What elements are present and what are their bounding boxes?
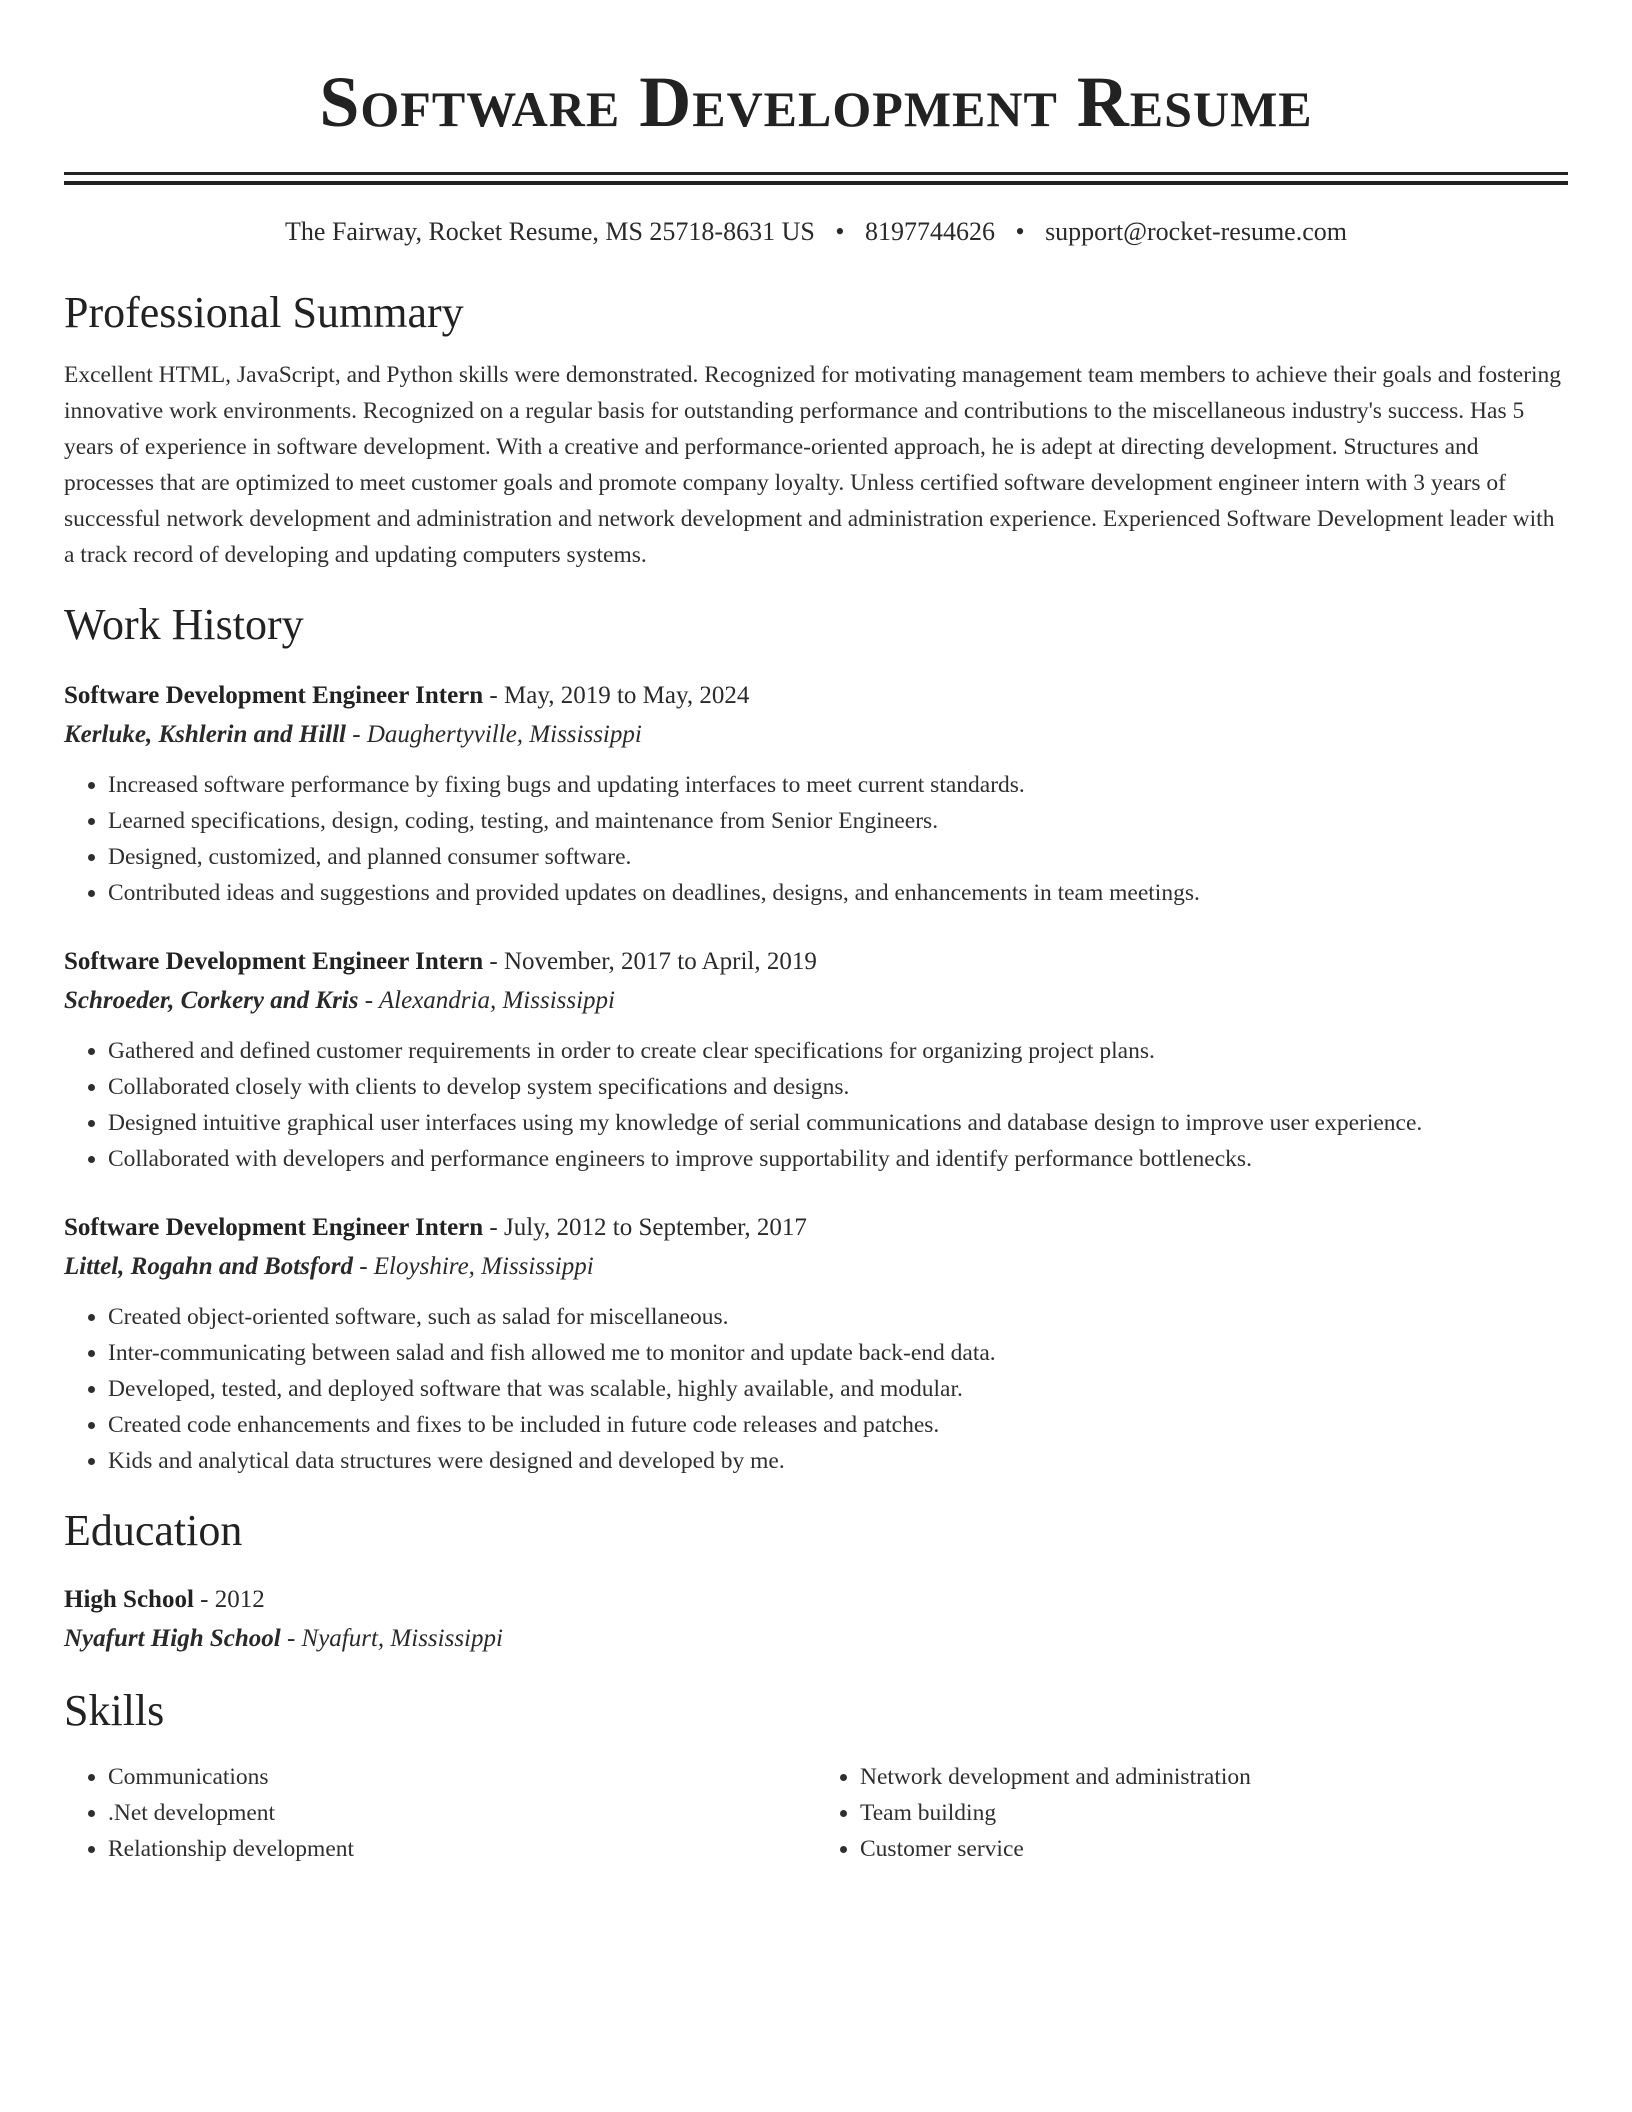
- education-year: 2012: [214, 1586, 265, 1613]
- list-item: • Collaborated with developers and performance engineers to improve supportability and identify performance bottlenecks.: [108, 1141, 1568, 1177]
- skill-item: • Communications: [108, 1759, 816, 1795]
- skill-item: • Customer service: [860, 1831, 1568, 1867]
- dash: -: [286, 1625, 296, 1652]
- dash: -: [489, 1214, 498, 1241]
- contact-separator: •: [1015, 217, 1025, 246]
- contact-separator: •: [835, 217, 845, 246]
- job-location: Eloyshire, Mississippi: [373, 1253, 594, 1280]
- list-item: • Contributed ideas and suggestions and provided updates on deadlines, designs, and enhancements in team meetings.: [108, 875, 1568, 911]
- job-company: Littel, Rogahn and Botsford: [64, 1253, 353, 1280]
- resume-title: Software Development Resume: [319, 62, 1313, 142]
- dash: -: [489, 682, 498, 709]
- job-dates: May, 2019 to May, 2024: [504, 682, 750, 709]
- job-bullets: [64, 1299, 1568, 1479]
- summary-heading: Professional Summary: [64, 288, 464, 337]
- contact-phone: 8197744626: [864, 217, 995, 246]
- job-location: Alexandria, Mississippi: [378, 987, 615, 1014]
- job-location: Daughertyville, Mississippi: [366, 721, 642, 748]
- contact-email: support@rocket-resume.com: [1045, 217, 1347, 246]
- list-item: • Developed, tested, and deployed software that was scalable, highly available, and modular.: [108, 1371, 1568, 1407]
- skill-item: • Team building: [860, 1795, 1568, 1831]
- job-title-line: [64, 943, 1568, 981]
- education-school-line: [64, 1619, 1568, 1659]
- job-company: Kerluke, Kshlerin and Hilll: [64, 721, 347, 748]
- job-dates: November, 2017 to April, 2019: [504, 948, 817, 975]
- dash: -: [352, 721, 361, 748]
- dash: -: [364, 987, 374, 1014]
- list-item: • Learned specifications, design, coding, testing, and maintenance from Senior Engineers.: [108, 803, 1568, 839]
- list-item: • Created code enhancements and fixes to be included in future code releases and patches.: [108, 1407, 1568, 1443]
- skills-columns: [64, 1759, 1568, 1867]
- skill-item: • .Net development: [108, 1795, 816, 1831]
- dash: -: [359, 1253, 368, 1280]
- list-item: • Inter-communicating between salad and fish allowed me to monitor and update back-end data.: [108, 1335, 1568, 1371]
- job-title: Software Development Engineer Intern: [64, 1214, 484, 1241]
- job-title: Software Development Engineer Intern: [64, 682, 484, 709]
- skill-item: • Relationship development: [108, 1831, 816, 1867]
- contact-line: [64, 215, 1568, 249]
- list-item: • Designed, customized, and planned consumer software.: [108, 839, 1568, 875]
- job-entry: [64, 1209, 1568, 1479]
- work-history-heading: Work History: [64, 600, 304, 649]
- job-title-line: [64, 677, 1568, 715]
- education-location: Nyafurt, Mississippi: [301, 1625, 503, 1652]
- job-title: Software Development Engineer Intern: [64, 948, 484, 975]
- education-degree: High School: [64, 1586, 194, 1613]
- job-entry: [64, 677, 1568, 911]
- list-item: • Kids and analytical data structures were designed and developed by me.: [108, 1443, 1568, 1479]
- skills-heading: Skills: [64, 1686, 165, 1735]
- list-item: • Collaborated closely with clients to develop system specifications and designs.: [108, 1069, 1568, 1105]
- job-company-line: [64, 715, 1568, 755]
- education-entry: [64, 1581, 1568, 1659]
- job-bullets: [64, 767, 1568, 911]
- job-bullets: [64, 1033, 1568, 1177]
- job-dates: July, 2012 to September, 2017: [504, 1214, 807, 1241]
- dash: -: [489, 948, 498, 975]
- job-company: Schroeder, Corkery and Kris: [64, 987, 359, 1014]
- job-company-line: [64, 981, 1568, 1021]
- list-item: • Increased software performance by fixing bugs and updating interfaces to meet current standards.: [108, 767, 1568, 803]
- list-item: • Gathered and defined customer requirements in order to create clear specifications for organizing project plans.: [108, 1033, 1568, 1069]
- job-title-line: [64, 1209, 1568, 1247]
- skills-list-left: [64, 1759, 816, 1867]
- job-company-line: [64, 1247, 1568, 1287]
- list-item: • Created object-oriented software, such as salad for miscellaneous.: [108, 1299, 1568, 1335]
- education-heading: Education: [64, 1506, 243, 1555]
- list-item: • Designed intuitive graphical user interfaces using my knowledge of serial communications and database design to improve user experience.: [108, 1105, 1568, 1141]
- education-degree-line: [64, 1581, 1568, 1619]
- title-double-rule: [64, 172, 1568, 185]
- education-school: Nyafurt High School: [64, 1625, 281, 1652]
- dash: -: [200, 1586, 209, 1613]
- contact-address: The Fairway, Rocket Resume, MS 25718-8631 US: [285, 217, 815, 246]
- job-entry: [64, 943, 1568, 1177]
- skills-list-right: [816, 1759, 1568, 1867]
- skill-item: • Network development and administration: [860, 1759, 1568, 1795]
- summary-text: Excellent HTML, JavaScript, and Python skills were demonstrated. Recognized for motivating management team members to achieve their goals and fostering innovative work environments. Recognized on a regular basis for outstanding performance and contributions to the miscellaneous industry's success. Has 5 years of experience in software development. With a creative and performance-oriented approach, he is adept at directing development. Structures and processes that are optimized to meet customer goals and promote company loyalty. Unless certified software development engineer intern with 3 years of successful network development and administration and network development and administration experience. Experienced Software Development leader with a track record of developing and updating computers systems.: [64, 362, 1562, 568]
